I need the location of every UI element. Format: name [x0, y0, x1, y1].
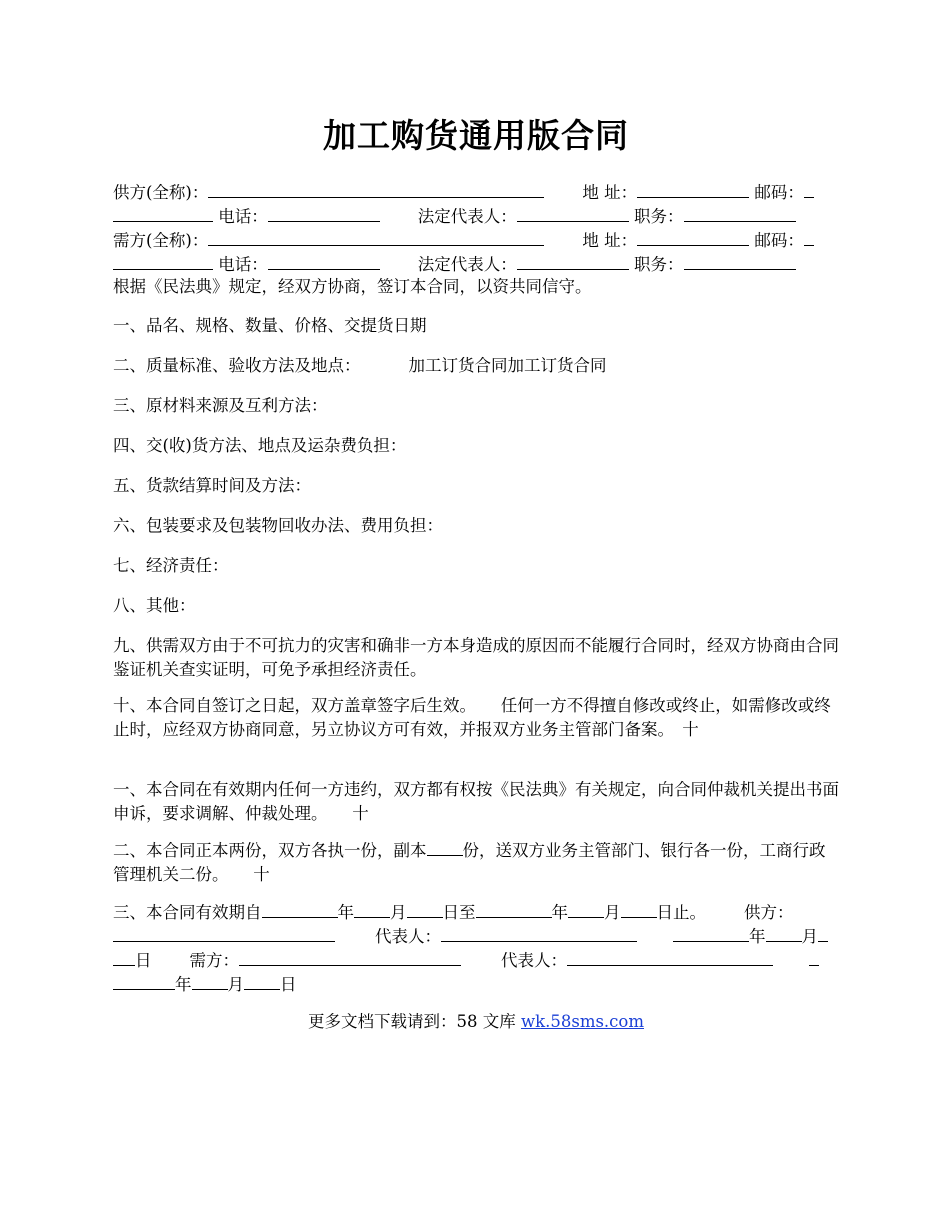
supplier-phone-blank [268, 204, 380, 222]
clause-6: 六、包装要求及包装物回收办法、费用负担： [113, 516, 443, 535]
clause-2-label: 二、质量标准、验收方法及地点： [113, 356, 361, 375]
supplier-address-blank [637, 180, 749, 198]
supplier-year-blank [673, 924, 749, 942]
clause-13-line-4 [113, 972, 297, 997]
clause-10: 十、本合同自签订之日起，双方盖章签字后生效。 任何一方不得擅自修改或终止，如需修改或终止时，应经双方协商同意，另立协议方可有效，并报双方业务主管部门备案。 十 [113, 696, 831, 739]
clause-9: 九、供需双方由于不可抗力的灾害和确非一方本身造成的原因而不能履行合同时，经双方协商由合同鉴证机关查实证明，可免予承担经济责任。 [113, 636, 839, 679]
start-year-blank [262, 900, 338, 918]
end-day-blank [621, 900, 657, 918]
buyer-line-2 [113, 252, 796, 277]
buyer-name-blank [208, 228, 544, 246]
clause-2 [113, 354, 607, 378]
supplier-position-blank [684, 204, 796, 222]
clause-12 [113, 838, 839, 887]
clause-3: 三、原材料来源及互利方法： [113, 396, 328, 415]
buyer-rep-label: 代表人： [501, 951, 567, 970]
supplier-legal-rep-label: 法定代表人： [417, 207, 517, 226]
buyer-month-blank [192, 972, 228, 990]
buyer-postcode-blank-cont [113, 252, 213, 270]
supplier-postcode-blank-cont [113, 204, 213, 222]
supplier-postcode-label: 邮码： [754, 183, 804, 202]
end-day-label: 日止。 [656, 903, 706, 922]
supplier-line-1 [113, 180, 814, 205]
buyer-address-blank [637, 228, 749, 246]
clause-7: 七、经济责任： [113, 556, 229, 575]
buyer-phone-blank [268, 252, 380, 270]
buyer-day-label: 日 [280, 975, 297, 994]
clause-13-line-2 [113, 924, 828, 949]
buyer-year-blank [809, 948, 819, 966]
start-day-label: 日至 [442, 903, 476, 922]
document-title: 加工购货通用版合同 [323, 116, 629, 155]
buyer-position-label: 职务： [634, 255, 684, 274]
buyer-line-1 [113, 228, 814, 253]
buyer-postcode-label: 邮码： [754, 231, 804, 250]
buyer-phone-label: 电话： [218, 255, 268, 274]
clause-11: 一、本合同在有效期内任何一方违约，双方都有权按《民法典》有关规定，向合同仲裁机关提出书面申诉，要求调解、仲裁处理。 十 [113, 780, 839, 823]
supplier-day-label: 日 [135, 951, 152, 970]
copies-blank [427, 838, 463, 856]
footer-link[interactable]: wk.58sms.com [520, 1012, 644, 1031]
buyer-position-blank [684, 252, 796, 270]
end-month-label: 月 [604, 903, 621, 922]
supplier-phone-label: 电话： [218, 207, 268, 226]
start-day-blank [407, 900, 443, 918]
clause-4: 四、交(收)货方法、地点及运杂费负担： [113, 436, 407, 455]
supplier-month-label: 月 [801, 927, 818, 946]
buyer-year-label: 年 [175, 975, 192, 994]
end-year-label: 年 [551, 903, 568, 922]
supplier-day-blank [818, 924, 828, 942]
buyer-month-label: 月 [227, 975, 244, 994]
start-year-label: 年 [337, 903, 354, 922]
supplier-address-label: 地 址： [582, 183, 638, 202]
buyer-legal-rep-label: 法定代表人： [417, 255, 517, 274]
end-year-blank [476, 900, 552, 918]
buyer-year-blank-cont [113, 972, 175, 990]
clause-8: 八、其他： [113, 596, 196, 615]
clause-12-part-a: 二、本合同正本两份，双方各执一份，副本 [113, 841, 427, 860]
end-month-blank [568, 900, 604, 918]
start-month-blank [354, 900, 390, 918]
clause-13-label: 三、本合同有效期自 [113, 903, 262, 922]
clause-5: 五、货款结算时间及方法： [113, 476, 311, 495]
footer-text: 更多文档下载请到：58 文库 [307, 1012, 521, 1031]
buyer-sign-label: 需方： [189, 951, 239, 970]
supplier-name-label: 供方(全称)： [113, 183, 209, 202]
intro-text: 根据《民法典》规定，经双方协商，签订本合同，以资共同信守。 [113, 277, 592, 296]
supplier-postcode-blank [804, 180, 814, 198]
buyer-legal-rep-blank [517, 252, 629, 270]
clause-13-line-1 [113, 900, 794, 925]
supplier-sign-blank [113, 924, 335, 942]
buyer-day-blank [244, 972, 280, 990]
supplier-name-blank [208, 180, 544, 198]
buyer-rep-blank [567, 948, 773, 966]
supplier-month-blank [766, 924, 802, 942]
clause-1: 一、品名、规格、数量、价格、交提货日期 [113, 316, 427, 335]
supplier-sign-label: 供方： [744, 903, 794, 922]
footer [113, 1010, 839, 1034]
start-month-label: 月 [390, 903, 407, 922]
supplier-position-label: 职务： [634, 207, 684, 226]
buyer-address-label: 地 址： [582, 231, 638, 250]
clause-13-line-3 [113, 948, 819, 973]
clause-2-extra: 加工订货合同加工订货合同 [408, 356, 607, 375]
buyer-sign-blank [239, 948, 461, 966]
supplier-day-blank-cont [113, 948, 135, 966]
clause-12-part-b: 份，送双方业务主管部门、银行各一份，工商行政管理机关二份。 十 [113, 841, 826, 884]
buyer-name-label: 需方(全称)： [113, 231, 209, 250]
supplier-legal-rep-blank [517, 204, 629, 222]
supplier-rep-label: 代表人： [375, 927, 441, 946]
supplier-year-label: 年 [749, 927, 766, 946]
buyer-postcode-blank [804, 228, 814, 246]
supplier-line-2 [113, 204, 796, 229]
supplier-rep-blank [441, 924, 637, 942]
